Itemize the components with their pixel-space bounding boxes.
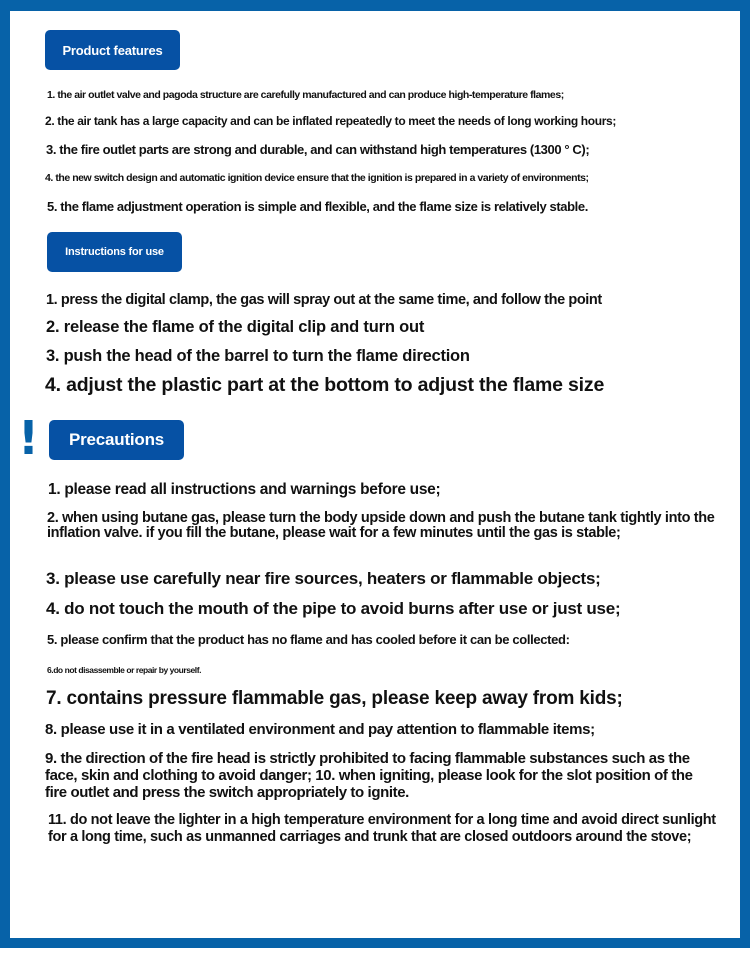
instruction-item: 2. release the flame of the digital clip and turn out	[46, 318, 425, 336]
feature-item: 2. the air tank has a large capacity and can be inflated repeatedly to meet the needs of long working hours;	[45, 114, 617, 128]
precaution-item: 4. do not touch the mouth of the pipe to avoid burns after use or just use;	[46, 599, 621, 618]
instruction-item: 1. press the digital clamp, the gas will spray out at the same time, and follow the point	[46, 292, 602, 308]
precaution-item: 7. contains pressure flammable gas, please keep away from kids;	[46, 688, 623, 709]
instructions-heading	[47, 232, 182, 272]
precaution-item: 5. please confirm that the product has no flame and has cooled before it can be collected:	[47, 632, 570, 647]
precaution-item: 3. please use carefully near fire sources, heaters or flammable objects;	[46, 569, 601, 588]
precautions-heading	[49, 420, 184, 460]
instruction-item: 3. push the head of the barrel to turn the flame direction	[46, 347, 470, 365]
precaution-item: 2. when using butane gas, please turn the body upside down and push the butane tank tightly into the inflation valve. if you fill the butane, please wait for a few minutes until the gas is stable;	[47, 510, 715, 541]
precaution-item: 8. please use it in a ventilated environment and pay attention to flammable items;	[45, 721, 595, 738]
feature-item: 1. the air outlet valve and pagoda structure are carefully manufactured and can produce high-temperature flames;	[47, 89, 564, 101]
precautions-heading-label: Precautions	[68, 430, 165, 449]
precaution-item: 9. the direction of the fire head is strictly prohibited to facing flammable substances such as the face, skin and clothing to avoid danger; 10. when igniting, please look for the slot position of the fire outlet and press the switch appropriately to ignite.	[45, 750, 693, 801]
feature-item: 5. the flame adjustment operation is simple and flexible, and the flame size is relatively stable.	[47, 199, 588, 214]
instruction-item: 4. adjust the plastic part at the bottom to adjust the flame size	[45, 374, 605, 396]
feature-item: 3. the fire outlet parts are strong and durable, and can withstand high temperatures (1300 ° C);	[46, 142, 590, 157]
feature-item: 4. the new switch design and automatic ignition device ensure that the ignition is prepared in a variety of environments;	[45, 172, 589, 184]
product-features-heading	[45, 30, 180, 70]
precaution-item: 1. please read all instructions and warnings before use;	[48, 481, 441, 498]
precaution-item: 6.do not disassemble or repair by yourself.	[47, 665, 202, 675]
warning-exclamation-icon: !	[18, 411, 39, 465]
instructions-heading-label: Instructions for use	[65, 246, 164, 258]
product-features-heading-label: Product features	[62, 42, 163, 58]
precaution-item: 11. do not leave the lighter in a high temperature environment for a long time and avoid direct sunlight for a long time, such as unmanned carriages and trunk that are closed outdoors around the stove;	[48, 812, 716, 845]
